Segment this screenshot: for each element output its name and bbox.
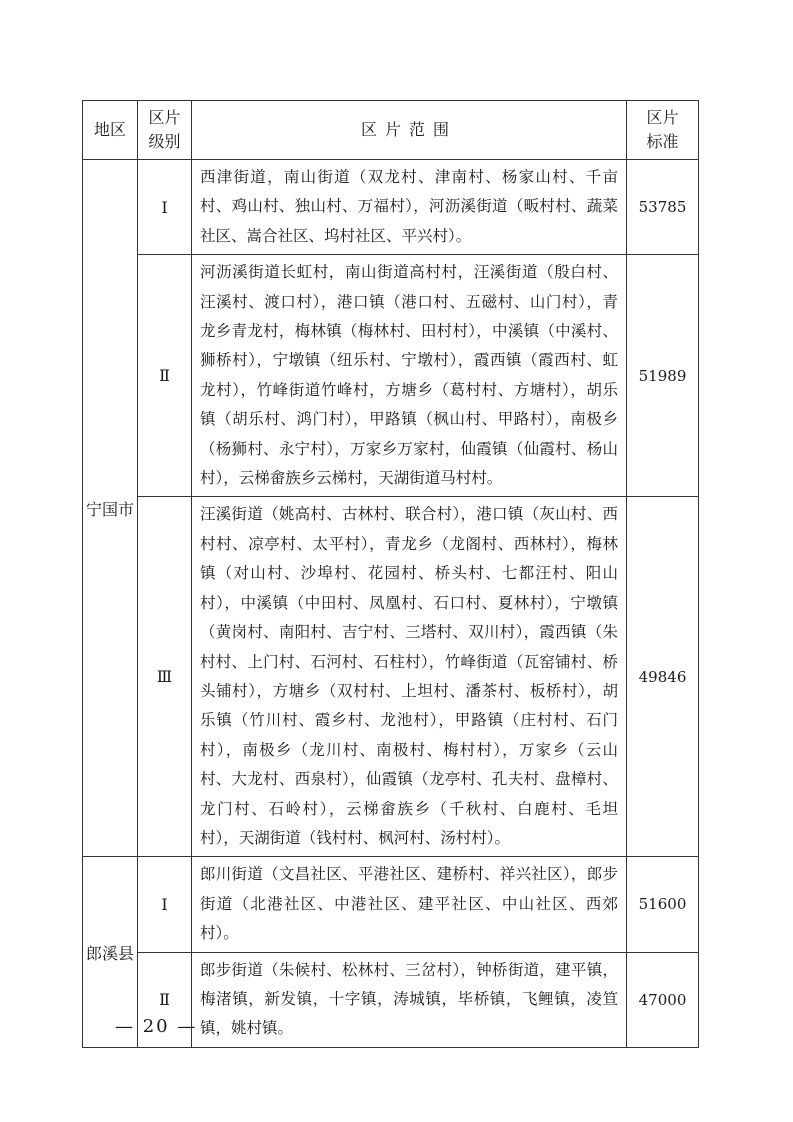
header-level: 区片级别: [138, 101, 192, 160]
range-cell: 汪溪街道（姚高村、古林村、联合村），港口镇（灰山村、西村村、凉亭村、太平村），青龙乡（龙阁村、西林村），梅林镇（对山村、沙埠村、花园村、桥头村、七都汪村、阳山村），中溪镇（中田村、凤凰村、石口村、夏林村），宁墩镇（黄岗村、南阳村、吉宁村、三塔村、双川村），霞西镇（朱村村、上门村、石河村、石柱村），竹峰街道（瓦窑铺村、桥头铺村），方塘乡（双村村、上坦村、潘茶村、板桥村），胡乐镇（竹川村、霞乡村、龙池村），甲路镇（庄村村、石门村），南极乡（龙川村、南极村、梅村村），万家乡（云山村、大龙村、西泉村），仙霞镇（龙亭村、孔夫村、盘樟村、龙门村、石岭村），云梯畲族乡（千秋村、白鹿村、毛坦村），天湖街道（钱村村、枫河村、汤村村）。: [192, 497, 627, 857]
table-row: [83, 857, 699, 952]
range-cell: 河沥溪街道长虹村，南山街道高村村，汪溪街道（殷白村、汪溪村、渡口村），港口镇（港口村、五磁村、山门村），青龙乡青龙村，梅林镇（梅林村、田村村），中溪镇（中溪村、狮桥村），宁墩镇（纽乐村、宁墩村），霞西镇（霞西村、虹龙村），竹峰街道竹峰村，方塘乡（葛村村、方塘村），胡乐镇（胡乐村、鸿门村），甲路镇（枫山村、甲路村），南极乡（杨狮村、永宁村），万家乡万家村，仙霞镇（仙霞村、杨山村），云梯畲族乡云梯村，天湖街道马村村。: [192, 255, 627, 497]
page-number: — 20 —: [115, 1016, 198, 1037]
range-cell: 西津街道，南山街道（双龙村、津南村、杨家山村、千亩村、鸡山村、独山村、万福村），河沥溪街道（畈村村、蔬菜社区、嵩合社区、坞村社区、平兴村）。: [192, 160, 627, 255]
header-standard: 区片标准: [627, 101, 699, 160]
header-range: 区片范围: [192, 101, 627, 160]
level-cell: Ⅰ: [138, 160, 192, 255]
table-row: [83, 255, 699, 497]
standard-cell: 51600: [627, 857, 699, 952]
level-cell: Ⅱ: [138, 952, 192, 1047]
standard-cell: 47000: [627, 952, 699, 1047]
table-header-row: [83, 101, 699, 160]
range-cell: 郎川街道（文昌社区、平港社区、建桥村、祥兴社区），郎步街道（北港社区、中港社区、建平社区、中山社区、西郊村）。: [192, 857, 627, 952]
range-cell: 郎步街道（朱候村、松林村、三岔村），钟桥街道，建平镇，梅渚镇，新发镇，十字镇，涛城镇，毕桥镇，飞鲤镇，凌笪镇，姚村镇。: [192, 952, 627, 1047]
table-row: [83, 497, 699, 857]
region-cell-ningguo: 宁国市: [83, 160, 138, 857]
level-cell: Ⅱ: [138, 255, 192, 497]
region-cell-langxi: 郎溪县: [83, 857, 138, 1047]
header-region: 地区: [83, 101, 138, 160]
land-price-table: [82, 100, 699, 1048]
standard-cell: 53785: [627, 160, 699, 255]
standard-cell: 49846: [627, 497, 699, 857]
level-cell: Ⅲ: [138, 497, 192, 857]
standard-cell: 51989: [627, 255, 699, 497]
table-row: [83, 160, 699, 255]
level-cell: Ⅰ: [138, 857, 192, 952]
